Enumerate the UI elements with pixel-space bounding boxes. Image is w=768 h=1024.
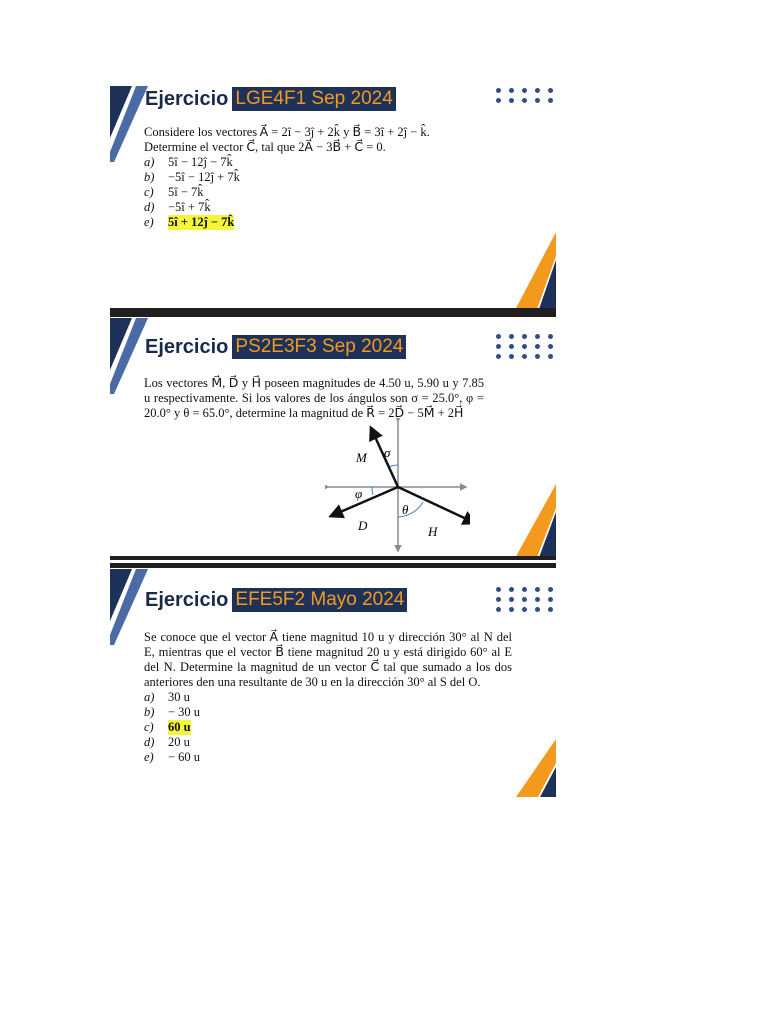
vector-d-arrow [331,487,398,516]
label-d: D⃗ [358,518,378,533]
exercise-code: LGE4F1 Sep 2024 [232,87,395,111]
option-a[interactable]: a) 30 u [144,690,190,704]
phi-arc [372,487,373,495]
label-sigma: σ [384,445,391,460]
exercise-card-2 [110,312,556,560]
exercise-word: Ejercicio [145,335,229,358]
option-a[interactable]: a) 5î − 12ĵ − 7k̂ [144,155,233,169]
highlighted-answer: 60 u [168,720,191,734]
exercise-word: Ejercicio [145,588,229,611]
top-rule [110,563,556,568]
exercise-word: Ejercicio [145,87,229,110]
prompt-paragraph: Los vectores M⃗, D⃗ y H⃗ poseen magnitudes de 4.50 u, 5.90 u y 7.85 u respectivamente. Si los valores de los ángulos son σ = 25.0°, φ = 20.0° y θ = 65.0°, determine la magnitud de R⃗ = 2D⃗ − 5M⃗ + 2H⃗ [144,376,484,420]
bottom-rule [110,556,556,560]
option-c[interactable]: c) 5î − 7k̂ [144,185,204,199]
exercise-body [144,125,494,230]
label-theta: θ [402,502,409,517]
top-rule [110,312,556,317]
dot-grid [496,88,556,103]
exercise-heading [145,86,396,112]
exercise-heading [145,334,406,360]
exercise-code: PS2E3F3 Sep 2024 [232,335,406,359]
exercise-body [144,630,512,765]
answer-options [144,155,494,230]
label-h: H⃗ [428,524,448,539]
option-c[interactable]: c) 60 u [144,720,191,734]
vector-h-arrow [398,487,470,523]
prompt-paragraph: Se conoce que el vector A⃗ tiene magnitud 10 u y dirección 30° al N del E, mientras que el vector B⃗ tiene magnitud 20 u y está dirigido 60° al E del N. Determine la magnitud de un vector C⃗ tal que sumado a los dos anteriores den una resultante de 30 u en la dirección 30° al S del O. [144,630,512,689]
vector-diagram [325,418,470,553]
option-d[interactable]: d) −5î + 7k̂ [144,200,211,214]
dot-grid [496,587,556,612]
option-b[interactable]: b) −5î − 12ĵ + 7k̂ [144,170,240,184]
option-b[interactable]: b) − 30 u [144,705,201,719]
exercise-body [144,376,484,421]
label-m: M⃗ [356,450,377,465]
exercise-card-1 [110,80,556,312]
option-d[interactable]: d) 20 u [144,735,190,749]
option-e[interactable]: e) − 60 u [144,750,201,764]
exercise-code: EFE5F2 Mayo 2024 [232,588,407,612]
highlighted-answer: 5î + 12ĵ − 7k̂ [168,215,235,229]
exercise-heading [145,587,407,613]
sigma-arc [389,465,398,467]
dot-grid [496,334,556,359]
label-phi: φ [355,486,363,501]
prompt-line: Determine el vector C⃗, tal que 2A⃗ − 3B⃗ + C⃗ = 0. [144,140,386,154]
answer-options [144,690,512,765]
prompt-line: Considere los vectores A⃗ = 2î − 3ĵ + 2k̂ y B⃗ = 3î + 2ĵ − k̂. [144,125,430,139]
option-e[interactable]: e) 5î + 12ĵ − 7k̂ [144,215,235,229]
exercise-card-3 [110,563,556,797]
